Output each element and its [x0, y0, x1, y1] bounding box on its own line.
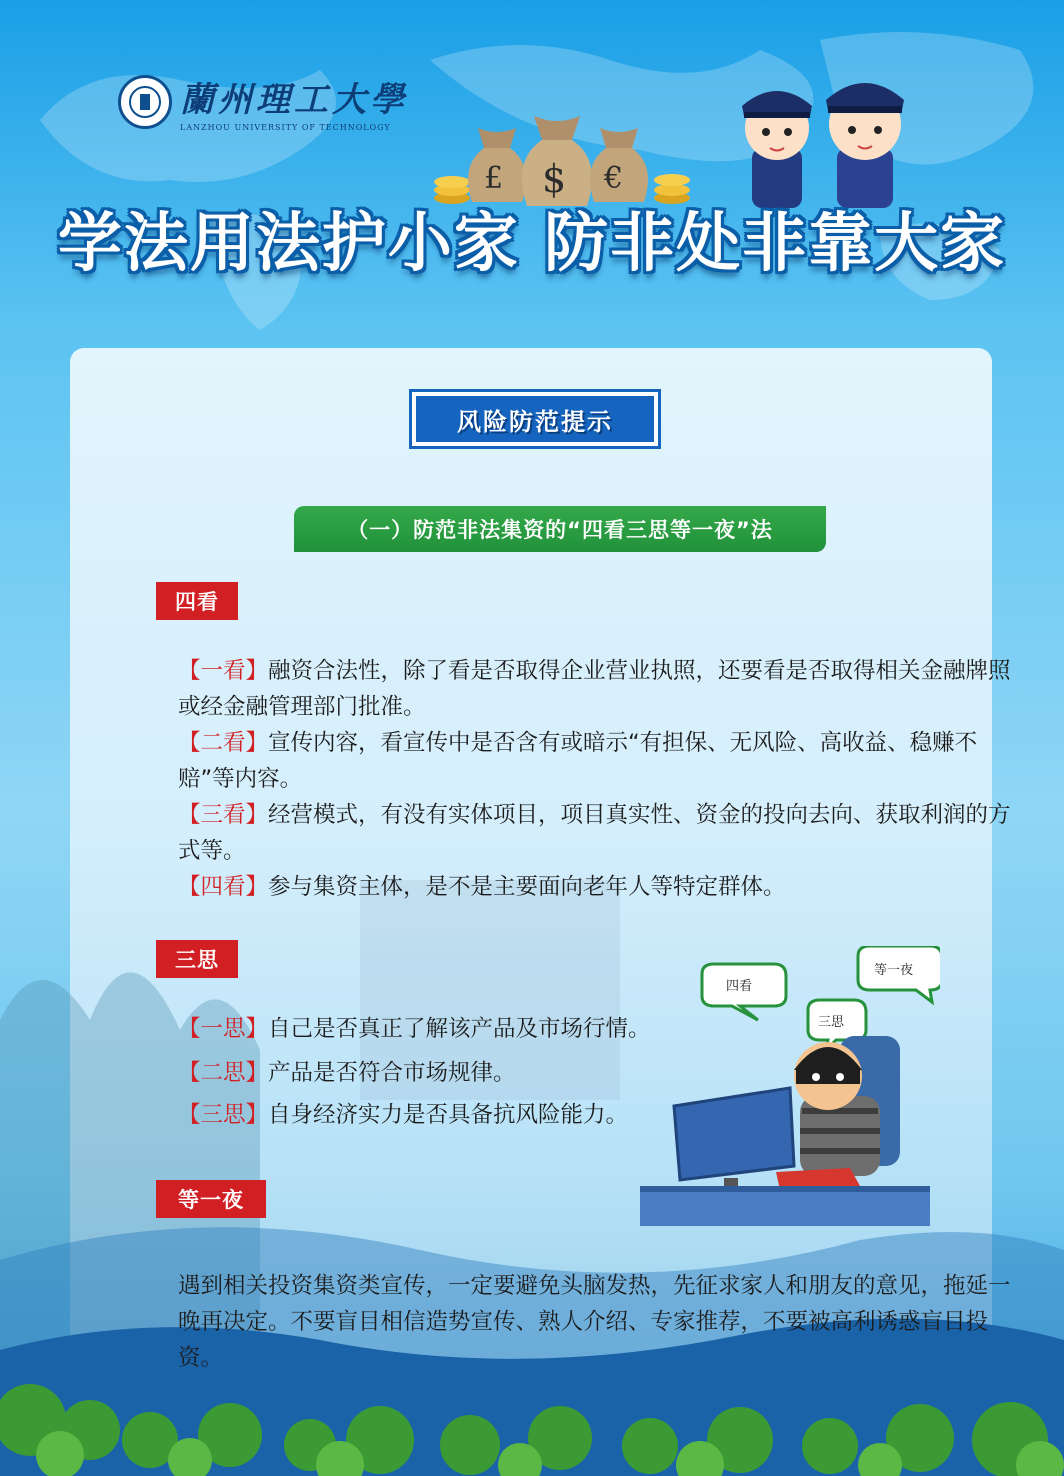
- bubble-si-kan: [702, 964, 786, 1020]
- logo-english-name: LANZHOU UNIVERSITY OF TECHNOLOGY: [180, 123, 391, 132]
- san-si-text-3: 自身经济实力是否具备抗风险能力。: [268, 1102, 629, 1128]
- si-kan-item-4: [118, 869, 1012, 905]
- si-kan-label-1: 【一看】: [178, 658, 269, 684]
- svg-text:€: €: [604, 161, 624, 196]
- deng-yi-ye-tag: 等一夜: [156, 1180, 266, 1218]
- logo-chinese-name: 蘭州理工大學: [180, 80, 408, 120]
- si-kan-item-2: [118, 725, 1012, 797]
- si-kan-item-1: [118, 653, 1012, 725]
- police-officers-icon: [722, 58, 922, 208]
- si-kan-label-3: 【三看】: [178, 802, 269, 828]
- si-kan-text-4: 参与集资主体，是不是主要面向老年人等特定群体。: [268, 874, 786, 900]
- svg-text:£: £: [484, 161, 504, 196]
- campaign-headline: 学法用法护小家 防非处非靠大家: [57, 207, 1007, 281]
- bubble-san-si-text: 三思: [818, 1015, 845, 1030]
- si-kan-label-4: 【四看】: [178, 874, 269, 900]
- si-kan-text-3: 经营模式，有没有实体项目，项目真实性、资金的投向去向、获取利润的方式等。: [178, 802, 1011, 864]
- subtitle-bar: （一）防范非法集资的“四看三思等一夜”法: [294, 506, 826, 552]
- san-si-tag: 三思: [156, 940, 238, 978]
- si-kan-label-2: 【二看】: [178, 730, 269, 756]
- san-si-label-2: 【二思】: [178, 1060, 269, 1086]
- san-si-label-1: 【一思】: [178, 1016, 269, 1042]
- svg-text:$: $: [542, 157, 567, 201]
- san-si-text-2: 产品是否符合市场规律。: [268, 1060, 516, 1086]
- si-kan-text-2: 宣传内容，看宣传中是否含有或暗示“有担保、无风险、高收益、稳赚不赔”等内容。: [178, 730, 978, 792]
- deng-yi-ye-text: 遇到相关投资集资类宣传，一定要避免头脑发热，先征求家人和朋友的意见，拖延一晚再决定。不要盲目相信造势宣传、熟人介绍、专家推荐，不要被高利诱惑盲目投资。: [178, 1273, 1011, 1371]
- university-logo: [118, 72, 408, 132]
- san-si-text-1: 自己是否真正了解该产品及市场行情。: [268, 1016, 651, 1042]
- university-seal-icon: [118, 75, 172, 129]
- bubble-deng-yi-ye: [858, 946, 940, 1002]
- bubble-si-kan-text: 四看: [726, 979, 753, 994]
- section-title: 风险防范提示: [412, 392, 658, 446]
- thief-at-computer-icon: [640, 946, 940, 1226]
- si-kan-item-3: [118, 797, 1012, 869]
- bubble-deng-yi-ye-text: 等一夜: [874, 963, 914, 978]
- si-kan-text-1: 融资合法性，除了看是否取得企业营业执照，还要看是否取得相关金融牌照或经金融管理部门批准。: [178, 658, 1011, 720]
- san-si-label-3: 【三思】: [178, 1102, 269, 1128]
- si-kan-tag: 四看: [156, 582, 238, 620]
